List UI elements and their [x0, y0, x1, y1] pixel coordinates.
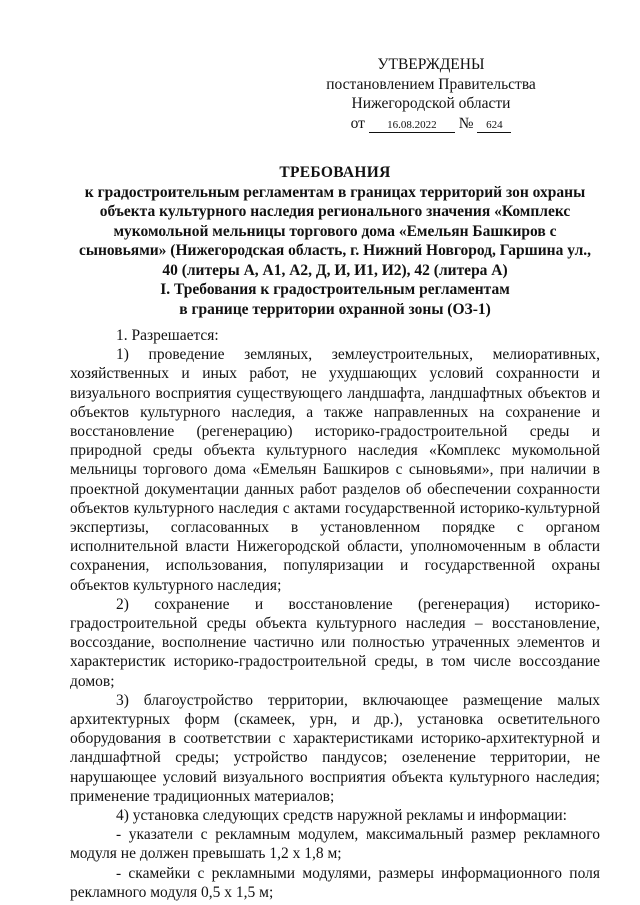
approval-from-label: от — [350, 114, 365, 132]
section-heading-line1: I. Требования к градостроительным регламентам — [160, 281, 510, 298]
paragraph: 2) сохранение и восстановление (регенерация) историко-градостроительной среды объекта культурного наследия – восстановление, воссоздание, восполнение частично или полностью утраченных элементов и характеристик историко-градостроительной среды, в том числе воссоздание домов; — [70, 595, 600, 690]
paragraph: - скамейки с рекламными модулями, размеры информационного поля рекламного модуля 0,5 х 1,5 м; — [70, 864, 600, 901]
approval-heading: УТВЕРЖДЕНЫ — [377, 56, 485, 73]
title-main: ТРЕБОВАНИЯ — [279, 164, 391, 181]
section-heading — [70, 280, 600, 319]
paragraph: - указатели с рекламным модулем, максимальный размер рекламного модуля не должен превышать 1,2 х 1,8 м; — [70, 826, 600, 863]
section-heading-line2: в границе территории охранной зоны (ОЗ-1) — [179, 300, 491, 318]
title-subtitle: к градостроительным регламентам в границах территорий зон охраны объекта культурного наследия регионального значения «Комплекс мукомольной мельницы торгового дома «Емельян Башкиров с сыновьями» (Нижегородская область, г. Нижний Новгород, Гаршина ул., 40 (литеры А, А1, А2, Д, И, И1, И2), 42 (литера А) — [78, 183, 592, 279]
approval-authority: постановлением Правительства — [326, 75, 536, 93]
approval-date: 16.08.2022 — [369, 119, 455, 133]
approval-number: 624 — [477, 119, 511, 133]
approval-stamp — [300, 55, 562, 133]
paragraph: 1) проведение земляных, землеустроительных, мелиоративных, хозяйственных и иных работ, не ухудшающих условий сохранности и визуального восприятия существующего ландшафта, ландшафтных объектов и объектов культурного наследия, а также направленных на сохранение и восстановление (регенерацию) историко-градостроительной среды и природной среды объекта культурного наследия «Комплекс мукомольной мельницы торгового дома «Емельян Башкиров с сыновьями», при наличии в проектной документации данных работ разделов об обеспечении сохранности объектов культурного наследия с актами государственной историко-культурной экспертизы, согласованных в установленном порядке с органом исполнительной власти Нижегородской области, уполномоченным в области сохранения, использования, популяризации и государственной охраны объектов культурного наследия; — [70, 346, 600, 594]
paragraph: 1. Разрешается: — [116, 327, 219, 344]
document-title — [70, 163, 600, 280]
approval-number-sign: № — [458, 114, 474, 132]
approval-date-line — [300, 114, 562, 134]
paragraph: 4) установка следующих средств наружной рекламы и информации: — [116, 807, 567, 825]
approval-region: Нижегородской области — [351, 95, 511, 112]
document-body — [70, 326, 600, 902]
paragraph: 3) благоустройство территории, включающее размещение малых архитектурных форм (скамеек, урн, и др.), установка осветительного оборудования в соответствии с характеристиками историко-архитектурной и ландшафтной среды; устройство пандусов; озеленение территории, не нарушающее условий визуального восприятия объекта культурного наследия; применение традиционных материалов; — [70, 691, 600, 805]
